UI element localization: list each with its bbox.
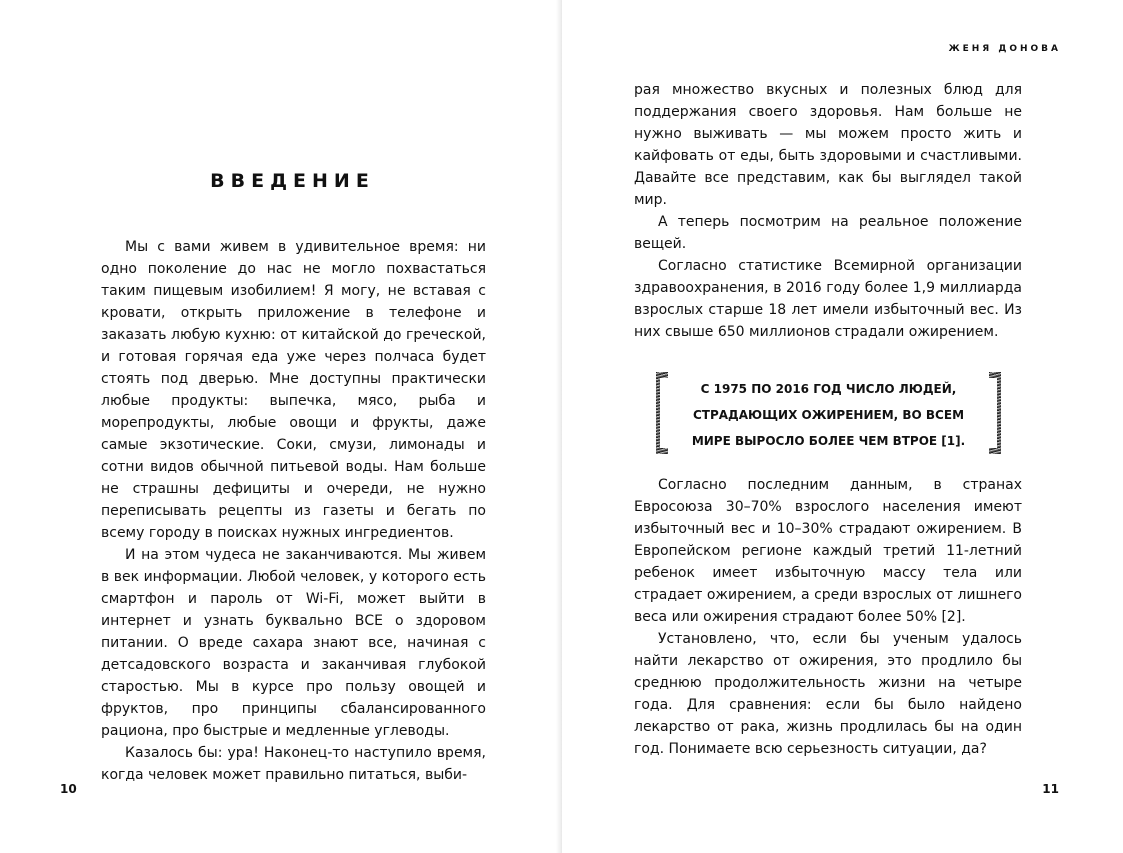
- paragraph: Казалось бы: ура! Наконец-то наступило время, когда человек может правильно питаться, выби-: [101, 745, 486, 783]
- paragraph: Мы с вами живем в удивительное время: ни одно поколение до нас не могло похвастаться таким пищевым изобилием! Я могу, не вставая с кровати, открыть приложение в телефоне и заказать любую кухню: от китайской до греческой, и готовая горячая еда уже через полчаса будет стоять под дверью. Мне доступны практически любые продукты: выпечка, мясо, рыба и морепродукты, любые овощи и фрукты, даже самые экзотические. Соки, смузи, лимонады и сотни видов обычной питьевой воды. Нам больше не страшны дефициты и очереди, не нужно переписывать рецепты из газеты и бегать по всему городу в поисках нужных ингредиентов.: [101, 239, 486, 541]
- paragraph: Установлено, что, если бы ученым удалось найти лекарство от ожирения, это продлило бы среднюю продолжительность жизни на четыре года. Для сравнения: если бы было найдено лекарство от рака, жизнь продлилась бы на один год. Понимаете всю серьезность ситуации, да?: [634, 631, 1022, 757]
- paragraph: И на этом чудеса не заканчиваются. Мы живем в век информации. Любой человек, у которого есть смартфон и пароль от Wi-Fi, может выйти в интернет и узнать буквально ВСЕ о здоровом питании. О вреде сахара знают все, начиная с детсадовского возраста и заканчивая глубокой старостью. Мы в курсе про пользу овощей и фруктов, про принципы сбалансированного рациона, про быстрые и медленные углеводы.: [101, 547, 486, 739]
- right-body-text-bottom: [634, 474, 1022, 760]
- page-number-right: 11: [1042, 782, 1059, 796]
- paragraph: Согласно последним данным, в странах Евросоюза 30–70% взрослого населения имеют избыточный вес и 10–30% страдают ожирением. В Европейском регионе каждый третий 11-летний ребенок имеет избыточную массу тела или страдает ожирением, а среди взрослых от лишнего веса или ожирения страдают более 50% [2].: [634, 477, 1022, 625]
- paragraph: А теперь посмотрим на реальное положение вещей.: [634, 214, 1022, 252]
- paragraph: Согласно статистике Всемирной организации здравоохранения, в 2016 году более 1,9 миллиарда взрослых старше 18 лет имели избыточный вес. Из них свыше 650 миллионов страдали ожирением.: [634, 258, 1022, 340]
- page-number-left: 10: [60, 782, 77, 796]
- right-page: [562, 0, 1123, 853]
- running-header: ЖЕНЯ ДОНОВА: [948, 44, 1061, 54]
- pull-quote: [656, 372, 1001, 454]
- chapter-title: ВВЕДЕНИЕ: [210, 170, 375, 192]
- right-bracket-icon: [989, 372, 1001, 454]
- left-page: [0, 0, 561, 853]
- paragraph: рая множество вкусных и полезных блюд для поддержания своего здоровья. Нам больше не нужно выживать — мы можем просто жить и кайфовать от еды, быть здоровыми и счастливыми. Давайте все представим, как бы выглядел такой мир.: [634, 82, 1022, 208]
- pull-quote-text: С 1975 ПО 2016 ГОД ЧИСЛО ЛЮДЕЙ, СТРАДАЮЩИХ ОЖИРЕНИЕМ, ВО ВСЕМ МИРЕ ВЫРОСЛО БОЛЕЕ ЧЕМ ВТРОЕ [1].: [691, 382, 966, 448]
- right-body-text-top: [634, 79, 1022, 343]
- left-body-text: [101, 236, 486, 786]
- left-bracket-icon: [656, 372, 668, 454]
